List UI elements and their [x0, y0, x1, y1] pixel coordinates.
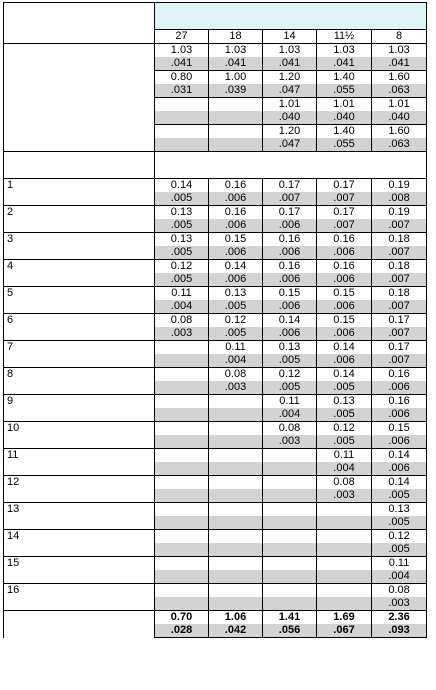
value-cell: 0.17: [372, 314, 427, 328]
row-number-label: 15: [4, 557, 155, 584]
separator-label-cell: [4, 152, 155, 179]
value-cell-shaded: .004: [317, 462, 372, 476]
value-cell-shaded: .005: [209, 327, 263, 341]
value-cell: 0.11: [317, 449, 372, 463]
total-cell: 1.06: [209, 611, 263, 625]
value-cell: 0.14: [209, 260, 263, 274]
value-cell-shaded: .006: [317, 246, 372, 260]
totals-label-cell: [4, 611, 155, 638]
value-cell: [155, 98, 209, 112]
row-number-label: 14: [4, 530, 155, 557]
row-number-label: 16: [4, 584, 155, 611]
value-cell: 0.08: [155, 314, 209, 328]
table-body: [4, 3, 427, 638]
value-cell: [209, 584, 263, 598]
table-row: [4, 557, 427, 571]
value-cell: [263, 557, 317, 571]
value-cell-shaded: .005: [263, 381, 317, 395]
value-cell-shaded: .006: [263, 246, 317, 260]
value-cell-shaded: .006: [209, 273, 263, 287]
row-number-label: 11: [4, 449, 155, 476]
table-row: [4, 314, 427, 328]
table-row: [4, 530, 427, 544]
value-cell: 0.14: [155, 179, 209, 193]
table-row: [4, 422, 427, 436]
value-cell-shaded: .004: [209, 354, 263, 368]
row-number-label: 6: [4, 314, 155, 341]
value-cell: [155, 584, 209, 598]
value-cell: 0.15: [317, 287, 372, 301]
value-cell: [317, 503, 372, 517]
total-cell-shaded: .042: [209, 624, 263, 638]
value-cell: [155, 503, 209, 517]
row-number-label: 3: [4, 233, 155, 260]
top-row-upper: [4, 44, 427, 58]
value-cell: 0.13: [155, 206, 209, 220]
value-cell: 0.16: [317, 233, 372, 247]
value-cell-shaded: [209, 111, 263, 125]
table-row: [4, 233, 427, 247]
value-cell: 0.18: [372, 260, 427, 274]
table-row: [4, 206, 427, 220]
value-cell: [263, 530, 317, 544]
value-cell: 0.11: [263, 395, 317, 409]
value-cell-shaded: .005: [372, 489, 427, 503]
value-cell-shaded: .040: [317, 111, 372, 125]
value-cell: [155, 530, 209, 544]
value-cell: [209, 422, 263, 436]
value-cell: 0.13: [209, 287, 263, 301]
value-cell-shaded: [209, 516, 263, 530]
value-cell-shaded: [263, 516, 317, 530]
value-cell: 0.13: [155, 233, 209, 247]
value-cell-shaded: .005: [209, 300, 263, 314]
top-left-label-cell: [4, 3, 155, 44]
value-cell: 0.15: [372, 422, 427, 436]
value-cell: 0.11: [155, 287, 209, 301]
value-cell: 0.13: [372, 503, 427, 517]
total-cell-shaded: .067: [317, 624, 372, 638]
value-cell: [263, 449, 317, 463]
value-cell-shaded: .041: [209, 57, 263, 71]
value-cell: 0.17: [372, 341, 427, 355]
value-cell-shaded: .005: [317, 435, 372, 449]
table-row: [4, 476, 427, 490]
value-cell-shaded: .047: [263, 138, 317, 152]
value-cell: 0.13: [263, 341, 317, 355]
value-cell: 1.20: [263, 125, 317, 139]
value-cell: 1.20: [263, 71, 317, 85]
value-cell: 0.17: [263, 206, 317, 220]
value-cell-shaded: [155, 435, 209, 449]
value-cell-shaded: .004: [263, 408, 317, 422]
row-number-label: 13: [4, 503, 155, 530]
value-cell-shaded: .040: [263, 111, 317, 125]
value-cell-shaded: [155, 462, 209, 476]
table-row: [4, 584, 427, 598]
table-row: [4, 341, 427, 355]
total-cell-shaded: .056: [263, 624, 317, 638]
value-cell-shaded: .005: [155, 246, 209, 260]
value-cell: 0.14: [372, 476, 427, 490]
row-number-label: 7: [4, 341, 155, 368]
value-cell-shaded: [209, 597, 263, 611]
column-header: 14: [263, 30, 317, 44]
row-number-label: 1: [4, 179, 155, 206]
value-cell: [209, 530, 263, 544]
value-cell-shaded: .007: [372, 354, 427, 368]
value-cell-shaded: .005: [155, 192, 209, 206]
value-cell-shaded: [155, 570, 209, 584]
value-cell: 1.60: [372, 71, 427, 85]
value-cell-shaded: .041: [155, 57, 209, 71]
value-cell-shaded: .003: [372, 597, 427, 611]
value-cell-shaded: [209, 138, 263, 152]
value-cell: [155, 422, 209, 436]
value-cell-shaded: .005: [155, 273, 209, 287]
value-cell-shaded: .063: [372, 138, 427, 152]
value-cell: [263, 476, 317, 490]
value-cell-shaded: .006: [263, 273, 317, 287]
value-cell-shaded: .005: [317, 381, 372, 395]
value-cell: 1.00: [209, 71, 263, 85]
value-cell-shaded: .055: [317, 84, 372, 98]
value-cell: 0.15: [263, 287, 317, 301]
row-number-label: 5: [4, 287, 155, 314]
total-cell: 1.69: [317, 611, 372, 625]
value-cell: 0.15: [209, 233, 263, 247]
value-cell: 0.14: [317, 368, 372, 382]
total-cell: 1.41: [263, 611, 317, 625]
value-cell: 1.03: [372, 44, 427, 58]
value-cell-shaded: .006: [372, 381, 427, 395]
value-cell: 0.14: [263, 314, 317, 328]
value-cell-shaded: .006: [317, 273, 372, 287]
value-cell-shaded: .006: [209, 192, 263, 206]
value-cell-shaded: [317, 516, 372, 530]
row-number-label: 9: [4, 395, 155, 422]
value-cell-shaded: [155, 381, 209, 395]
total-cell-shaded: .028: [155, 624, 209, 638]
value-cell: 0.19: [372, 206, 427, 220]
value-cell: 0.13: [317, 395, 372, 409]
value-cell-shaded: .003: [317, 489, 372, 503]
value-cell: [155, 449, 209, 463]
total-cell: 2.36: [372, 611, 427, 625]
column-header: 18: [209, 30, 263, 44]
value-cell: 1.40: [317, 71, 372, 85]
value-cell-shaded: .055: [317, 138, 372, 152]
value-cell: [155, 557, 209, 571]
value-cell: 0.17: [263, 179, 317, 193]
value-cell-shaded: .003: [209, 381, 263, 395]
value-cell: 0.15: [317, 314, 372, 328]
value-cell: 1.03: [263, 44, 317, 58]
value-cell-shaded: [263, 597, 317, 611]
value-cell-shaded: .005: [372, 543, 427, 557]
value-cell-shaded: .004: [155, 300, 209, 314]
value-cell: 0.16: [372, 368, 427, 382]
value-cell: 1.01: [317, 98, 372, 112]
value-cell: 0.12: [317, 422, 372, 436]
value-cell: 1.40: [317, 125, 372, 139]
value-cell-shaded: [263, 462, 317, 476]
value-cell: 0.08: [209, 368, 263, 382]
value-cell: [155, 395, 209, 409]
value-cell: 0.12: [155, 260, 209, 274]
value-cell: 0.17: [317, 179, 372, 193]
value-cell-shaded: [209, 435, 263, 449]
value-cell-shaded: [155, 543, 209, 557]
table-row: [4, 395, 427, 409]
value-cell-shaded: .005: [263, 354, 317, 368]
value-cell-shaded: .004: [372, 570, 427, 584]
header-band: [155, 3, 427, 30]
table-row: [4, 368, 427, 382]
value-cell-shaded: .007: [372, 246, 427, 260]
column-header: 8: [372, 30, 427, 44]
value-cell: [263, 503, 317, 517]
value-cell-shaded: .006: [317, 327, 372, 341]
value-cell: 0.16: [317, 260, 372, 274]
column-header: 11½: [317, 30, 372, 44]
value-cell: [209, 503, 263, 517]
thread-data-table: [3, 2, 427, 638]
value-cell: 0.11: [209, 341, 263, 355]
value-cell: 0.08: [317, 476, 372, 490]
value-cell-shaded: .039: [209, 84, 263, 98]
value-cell: 1.03: [317, 44, 372, 58]
value-cell: 0.12: [372, 530, 427, 544]
value-cell: 0.16: [263, 260, 317, 274]
table-row: [4, 287, 427, 301]
value-cell-shaded: .007: [372, 300, 427, 314]
value-cell: [209, 476, 263, 490]
value-cell-shaded: .007: [372, 327, 427, 341]
table-row: [4, 449, 427, 463]
value-cell-shaded: .047: [263, 84, 317, 98]
value-cell-shaded: [317, 543, 372, 557]
value-cell: [317, 557, 372, 571]
row-number-label: 8: [4, 368, 155, 395]
value-cell: 1.03: [209, 44, 263, 58]
total-cell: 0.70: [155, 611, 209, 625]
value-cell-shaded: [209, 543, 263, 557]
value-cell: [209, 395, 263, 409]
value-cell-shaded: .006: [263, 300, 317, 314]
value-cell-shaded: [209, 462, 263, 476]
value-cell: 0.18: [372, 287, 427, 301]
value-cell-shaded: [317, 570, 372, 584]
value-cell-shaded: .041: [317, 57, 372, 71]
value-cell: [263, 584, 317, 598]
value-cell: 0.16: [209, 179, 263, 193]
value-cell-shaded: .008: [372, 192, 427, 206]
value-cell: 0.14: [317, 341, 372, 355]
value-cell-shaded: .005: [155, 219, 209, 233]
value-cell-shaded: .006: [372, 462, 427, 476]
table-row: [4, 503, 427, 517]
value-cell-shaded: .041: [263, 57, 317, 71]
value-cell-shaded: .063: [372, 84, 427, 98]
value-cell-shaded: [155, 597, 209, 611]
value-cell-shaded: .006: [209, 246, 263, 260]
value-cell-shaded: [155, 354, 209, 368]
value-cell: [155, 125, 209, 139]
separator-cell: [155, 152, 427, 179]
row-number-label: 12: [4, 476, 155, 503]
value-cell: [209, 125, 263, 139]
value-cell-shaded: .006: [263, 327, 317, 341]
value-cell-shaded: .006: [317, 300, 372, 314]
column-header: 27: [155, 30, 209, 44]
value-cell: [317, 584, 372, 598]
value-cell-shaded: [317, 597, 372, 611]
value-cell-shaded: .007: [263, 192, 317, 206]
value-cell-shaded: .006: [209, 219, 263, 233]
value-cell: [209, 557, 263, 571]
value-cell-shaded: .006: [372, 408, 427, 422]
table-row: [4, 179, 427, 193]
value-cell-shaded: .005: [317, 408, 372, 422]
value-cell: [209, 449, 263, 463]
value-cell-shaded: [155, 138, 209, 152]
value-cell: 0.08: [263, 422, 317, 436]
value-cell: 0.16: [372, 395, 427, 409]
value-cell-shaded: [155, 516, 209, 530]
value-cell-shaded: [263, 489, 317, 503]
value-cell-shaded: [155, 489, 209, 503]
value-cell-shaded: .005: [372, 516, 427, 530]
value-cell: 0.16: [263, 233, 317, 247]
value-cell-shaded: .031: [155, 84, 209, 98]
value-cell: 0.11: [372, 557, 427, 571]
value-cell: 0.19: [372, 179, 427, 193]
value-cell: 1.01: [263, 98, 317, 112]
value-cell: 0.14: [372, 449, 427, 463]
total-cell-shaded: .093: [372, 624, 427, 638]
value-cell-shaded: .006: [263, 219, 317, 233]
value-cell: 1.03: [155, 44, 209, 58]
value-cell-shaded: [209, 570, 263, 584]
value-cell: [317, 530, 372, 544]
separator-row: [4, 152, 427, 179]
top-block-label-cell: [4, 44, 155, 152]
value-cell: [155, 341, 209, 355]
value-cell: 1.60: [372, 125, 427, 139]
value-cell-shaded: .006: [372, 435, 427, 449]
value-cell: 0.17: [317, 206, 372, 220]
value-cell-shaded: [209, 408, 263, 422]
value-cell-shaded: [155, 111, 209, 125]
value-cell: 0.12: [209, 314, 263, 328]
value-cell: [155, 476, 209, 490]
value-cell-shaded: .006: [317, 354, 372, 368]
totals-row: [4, 611, 427, 625]
value-cell-shaded: [263, 543, 317, 557]
value-cell: 1.01: [372, 98, 427, 112]
table-row: [4, 260, 427, 274]
value-cell-shaded: .041: [372, 57, 427, 71]
value-cell: [155, 368, 209, 382]
value-cell-shaded: .007: [317, 192, 372, 206]
value-cell: 0.08: [372, 584, 427, 598]
value-cell-shaded: .040: [372, 111, 427, 125]
value-cell: 0.18: [372, 233, 427, 247]
value-cell-shaded: [263, 570, 317, 584]
value-cell-shaded: [209, 489, 263, 503]
value-cell-shaded: .007: [317, 219, 372, 233]
value-cell-shaded: .007: [372, 219, 427, 233]
row-number-label: 4: [4, 260, 155, 287]
value-cell-shaded: .003: [263, 435, 317, 449]
value-cell: 0.16: [209, 206, 263, 220]
value-cell: 0.80: [155, 71, 209, 85]
row-number-label: 10: [4, 422, 155, 449]
header-band-row: [4, 3, 427, 30]
row-number-label: 2: [4, 206, 155, 233]
value-cell-shaded: .007: [372, 273, 427, 287]
thread-table-sheet: [3, 2, 426, 638]
value-cell: [209, 98, 263, 112]
value-cell-shaded: [155, 408, 209, 422]
value-cell-shaded: .003: [155, 327, 209, 341]
value-cell: 0.12: [263, 368, 317, 382]
